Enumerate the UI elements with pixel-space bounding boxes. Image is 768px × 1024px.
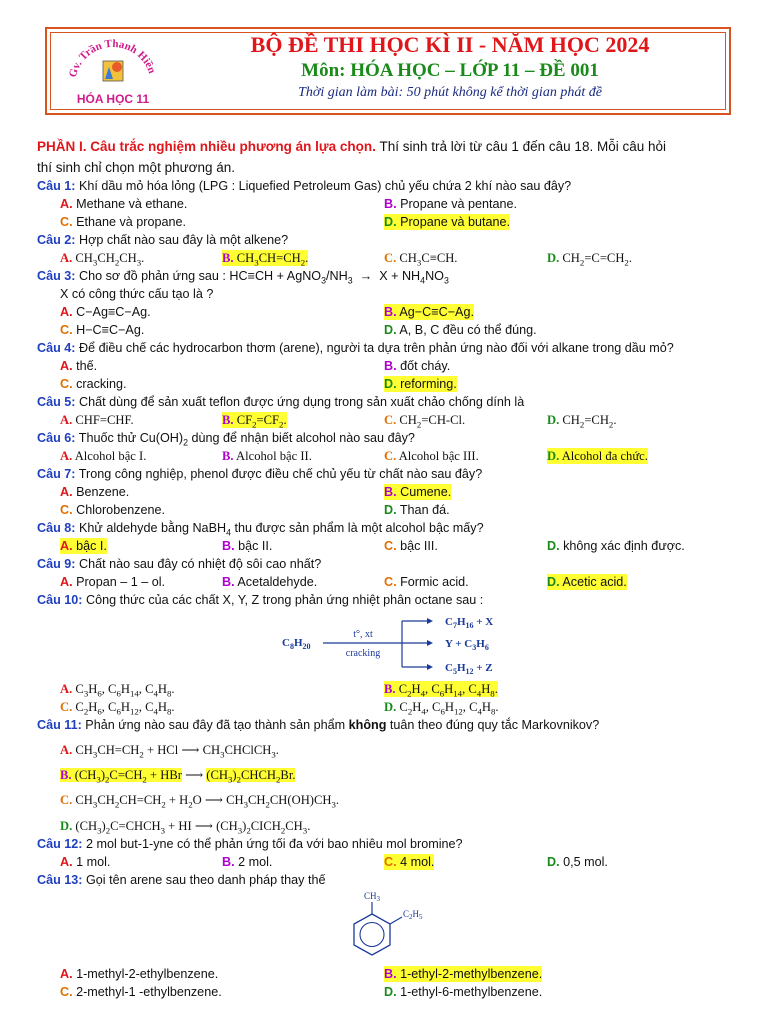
option-letter: A. bbox=[60, 359, 73, 373]
option-text: 1-ethyl-2-methylbenzene. bbox=[396, 967, 543, 981]
option-letter: D. bbox=[547, 251, 560, 265]
q9-text: Chất nào sau đây có nhiệt độ sôi cao nhất? bbox=[75, 557, 322, 571]
q11-option-d[interactable]: D. $(CH_3)_2C=CHCH_3$ + HI ⟶ $(CH_3)_2CICH_2CH_3$. bbox=[60, 819, 311, 836]
q6-text-end: dùng để nhận biết alcohol nào sau đây? bbox=[188, 431, 415, 445]
q8-label: Câu 8: bbox=[37, 521, 76, 535]
reaction-arrow-icon: ⟶ bbox=[204, 793, 223, 807]
cracking-reaction-diagram bbox=[277, 610, 557, 680]
option-letter: D. bbox=[547, 449, 560, 463]
option-letter: B. bbox=[384, 485, 397, 499]
q1-label: Câu 1: bbox=[37, 179, 76, 193]
option-letter: D. bbox=[547, 855, 560, 869]
title-block bbox=[177, 31, 723, 103]
reaction-arrow-icon: ⟶ bbox=[181, 743, 200, 757]
header-frame bbox=[45, 27, 731, 115]
q13-option-a[interactable] bbox=[60, 966, 218, 982]
option-letter: D. bbox=[384, 503, 397, 517]
q6-stem: Câu 6: Thuốc thử $Cu(OH)_2$ dùng để nhận biết alcohol nào sau đây? bbox=[37, 431, 415, 448]
option-letter: A. bbox=[60, 743, 73, 757]
q11-text: Phản ứng nào sau đây đã tạo thành sản phẩm bbox=[81, 718, 349, 732]
q13-stem bbox=[37, 872, 325, 888]
q3-stem: Câu 3: Cho sơ đồ phản ứng sau : $HC\equiv CH + AgNO_3/NH_3 \to X + NH_4NO_3$ bbox=[37, 269, 449, 286]
q7-option-a[interactable] bbox=[60, 484, 129, 500]
option-text: reforming. bbox=[396, 377, 457, 391]
q3-stem-2: X có công thức cấu tạo là ? bbox=[60, 287, 214, 301]
q4-option-c[interactable] bbox=[60, 376, 127, 392]
option-letter: C. bbox=[384, 855, 397, 869]
q7-stem bbox=[37, 466, 482, 482]
teacher-logo-icon bbox=[65, 35, 161, 111]
option-letter: D. bbox=[547, 539, 560, 553]
q11-stem bbox=[37, 717, 599, 733]
q11-option-a[interactable]: A. $CH_3CH=CH_2$ + HCl ⟶ $CH_3CHClCH_3$. bbox=[60, 743, 279, 760]
q1-text: Khí dầu mỏ hóa lỏng (LPG : Liquefied Petroleum Gas) chủ yếu chứa 2 khí nào sau đây? bbox=[75, 179, 572, 193]
q1-stem bbox=[37, 178, 571, 194]
product-y-c3h6: $Y + C_3H_6$ bbox=[445, 638, 489, 652]
q4-text: Để điều chế các hydrocarbon thơm (arene), người ta dựa trên phản ứng nào đối với alkane trong dầu mỏ? bbox=[75, 341, 674, 355]
part1-instruction-1: Thí sinh trả lời từ câu 1 đến câu 18. Mỗi câu hỏi bbox=[375, 139, 666, 154]
option-text: Than đá. bbox=[396, 503, 450, 517]
svg-text:CH3: $CH_3$ bbox=[364, 891, 381, 903]
q5-option-d[interactable]: D. $CH_2=CH_2$. bbox=[547, 413, 617, 430]
q10-stem bbox=[37, 592, 483, 608]
option-text: Alcohol bậc II. bbox=[233, 449, 312, 463]
option-letter: B. bbox=[384, 305, 397, 319]
option-letter: D. bbox=[384, 377, 397, 391]
q2-option-a[interactable]: A. $CH_3CH_2CH_3$. bbox=[60, 251, 145, 268]
option-letter: C. bbox=[60, 700, 73, 714]
option-letter: A. bbox=[60, 449, 73, 463]
q7-option-b[interactable] bbox=[384, 484, 451, 500]
q7-option-d[interactable] bbox=[384, 502, 450, 518]
q6-option-a[interactable] bbox=[60, 448, 146, 464]
q8-text-end: thu được sản phẩm là một alcohol bậc mấy? bbox=[230, 521, 484, 535]
q10-text: Công thức của các chất X, Y, Z trong phản ứng nhiệt phân octane sau : bbox=[82, 593, 484, 607]
option-text: Alcohol bậc I. bbox=[72, 449, 147, 463]
q2-label: Câu 2: bbox=[37, 233, 76, 247]
q4-option-a[interactable] bbox=[60, 358, 97, 374]
option-letter: C. bbox=[60, 215, 73, 229]
q9-option-a[interactable] bbox=[60, 574, 165, 590]
option-text: Alcohol đa chức. bbox=[559, 449, 648, 463]
option-text: Cumene. bbox=[396, 485, 452, 499]
option-text: bậc III. bbox=[396, 539, 438, 553]
reaction-condition-bottom: cracking bbox=[345, 648, 381, 659]
option-letter: A. bbox=[60, 575, 73, 589]
part1-line-1 bbox=[37, 139, 666, 155]
option-text: Propane và pentane. bbox=[396, 197, 518, 211]
q13-option-c[interactable] bbox=[60, 984, 222, 1000]
q1-option-b[interactable] bbox=[384, 196, 517, 212]
q6-option-b[interactable] bbox=[222, 448, 312, 464]
q12-option-d[interactable] bbox=[547, 854, 608, 870]
option-text: thế. bbox=[72, 359, 98, 373]
option-letter: B. bbox=[384, 967, 397, 981]
option-letter: D. bbox=[384, 700, 397, 714]
logo-subject-text: HÓA HỌC 11 bbox=[76, 92, 150, 106]
option-letter: A. bbox=[60, 967, 73, 981]
svg-text:C2H5: $C_2H_5$ bbox=[403, 909, 423, 921]
q2-option-b[interactable]: B. $CH_3CH=CH_2$. bbox=[222, 251, 309, 268]
option-letter: B. bbox=[222, 449, 234, 463]
q5-option-c[interactable]: C. $CH_2=CH-Cl$. bbox=[384, 413, 466, 430]
option-text: Propane và butane. bbox=[396, 215, 511, 229]
option-letter: D. bbox=[60, 819, 73, 833]
q4-option-b[interactable] bbox=[384, 358, 450, 374]
q5-text: Chất dùng để sản xuất teflon được ứng dụng trong sản xuất chảo chống dính là bbox=[75, 395, 525, 409]
option-letter: A. bbox=[60, 539, 73, 553]
part1-line-2: thí sinh chỉ chọn một phương án. bbox=[37, 160, 236, 175]
option-letter: B. bbox=[222, 251, 234, 265]
q7-label: Câu 7: bbox=[37, 467, 76, 481]
q3-option-d[interactable] bbox=[384, 322, 537, 338]
q8-option-b[interactable] bbox=[222, 538, 272, 554]
q2-stem bbox=[37, 232, 288, 248]
q3-option-c[interactable]: C. H−C≡C−Ag. bbox=[60, 323, 145, 337]
q10-option-b[interactable]: B. $C_2H_4$, $C_6H_{14}$, $C_4H_8$. bbox=[384, 682, 498, 699]
option-text: Alcohol bậc III. bbox=[396, 449, 479, 463]
q4-label: Câu 4: bbox=[37, 341, 76, 355]
option-letter: A. bbox=[60, 485, 73, 499]
q7-text: Trong công nghiệp, phenol được điều chế chủ yếu từ chất nào sau đây? bbox=[75, 467, 483, 481]
q11-bold: không bbox=[348, 718, 387, 732]
option-letter: B. bbox=[60, 768, 72, 782]
option-text: bậc I. bbox=[72, 539, 107, 553]
q12-option-a[interactable] bbox=[60, 854, 110, 870]
q13-label: Câu 13: bbox=[37, 873, 83, 887]
option-text: Formic acid. bbox=[396, 575, 469, 589]
q8-text: Khử aldehyde bằng NaBH bbox=[75, 521, 227, 535]
q9-option-b[interactable] bbox=[222, 574, 317, 590]
option-text: cracking. bbox=[72, 377, 127, 391]
q13-text: Gọi tên arene sau theo danh pháp thay thế bbox=[82, 873, 326, 887]
option-letter: D. bbox=[384, 985, 397, 999]
q8-option-a[interactable] bbox=[60, 538, 107, 554]
option-text: Methane và ethane. bbox=[72, 197, 188, 211]
q5-label: Câu 5: bbox=[37, 395, 76, 409]
option-letter: C. bbox=[384, 575, 397, 589]
option-text: 1-ethyl-6-methylbenzene. bbox=[396, 985, 543, 999]
q8-option-c[interactable] bbox=[384, 538, 438, 554]
option-text: Acetaldehyde. bbox=[234, 575, 318, 589]
q2-option-d[interactable]: D. $CH_2=C=CH_2$. bbox=[547, 251, 632, 268]
option-text: Ethane và propane. bbox=[72, 215, 187, 229]
option-letter: C. bbox=[60, 793, 73, 807]
reaction-arrow-icon bbox=[323, 618, 433, 670]
option-letter: B. bbox=[384, 359, 397, 373]
part1-label: PHẦN I. Câu trắc nghiệm nhiều phương án lựa chọn. bbox=[37, 139, 376, 154]
option-text: không xác định được. bbox=[559, 539, 685, 553]
q12-stem bbox=[37, 836, 463, 852]
q5-option-b[interactable]: B. $CF_2=CF_2$. bbox=[222, 413, 287, 430]
option-letter: B. bbox=[222, 855, 235, 869]
option-letter: A. bbox=[60, 413, 73, 427]
option-text: 1-methyl-2-ethylbenzene. bbox=[72, 967, 219, 981]
option-letter: D. bbox=[547, 575, 560, 589]
q4-option-d[interactable] bbox=[384, 376, 457, 392]
option-text: Benzene. bbox=[72, 485, 130, 499]
q8-option-d[interactable] bbox=[547, 538, 685, 554]
q11-label: Câu 11: bbox=[37, 718, 82, 732]
q9-label: Câu 9: bbox=[37, 557, 76, 571]
option-letter: C. bbox=[384, 539, 397, 553]
q13-option-d[interactable] bbox=[384, 984, 542, 1000]
option-letter: C. bbox=[60, 985, 73, 999]
q3-label: Câu 3: bbox=[37, 269, 76, 283]
option-letter: C. bbox=[384, 251, 397, 265]
q6-option-c[interactable] bbox=[384, 448, 479, 464]
q3-option-b[interactable]: B. Ag−C≡C−Ag. bbox=[384, 305, 474, 319]
q9-option-d[interactable] bbox=[547, 574, 627, 590]
option-letter: B. bbox=[222, 575, 235, 589]
q11-text-end: tuân theo đúng quy tắc Markovnikov? bbox=[386, 718, 600, 732]
option-letter: C. bbox=[60, 323, 73, 337]
q6-option-d[interactable] bbox=[547, 448, 648, 464]
option-letter: D. bbox=[384, 215, 397, 229]
product-c7h16-x: $C_7H_{16} + X$ bbox=[445, 616, 494, 630]
benzene-ring-icon bbox=[342, 887, 442, 977]
q12-text: 2 mol but-1-yne có thể phản ứng tối đa với bao nhiêu mol bromine? bbox=[82, 837, 463, 851]
option-letter: C. bbox=[384, 413, 397, 427]
reaction-arrow-icon: ⟶ bbox=[185, 768, 204, 782]
option-text: Chlorobenzene. bbox=[72, 503, 166, 517]
q10-option-a[interactable]: A. $C_3H_6$, $C_6H_{14}$, $C_4H_8$. bbox=[60, 682, 175, 699]
logo-arc-text: Gv. Trần Thanh Hiền bbox=[66, 37, 158, 79]
q8-stem: Câu 8: Khử aldehyde bằng NaBH$_4$ thu được sản phẩm là một alcohol bậc mấy? bbox=[37, 521, 484, 538]
q6-text: Thuốc thử Cu(OH) bbox=[75, 431, 184, 445]
option-letter: B. bbox=[222, 413, 234, 427]
q10-option-c[interactable]: C. $C_2H_6$, $C_6H_{12}$, $C_4H_8$. bbox=[60, 700, 175, 717]
option-letter: A. bbox=[60, 855, 73, 869]
option-letter: B. bbox=[384, 682, 396, 696]
q3-text: Cho sơ đồ phản ứng sau : HC≡CH + AgNO bbox=[75, 269, 322, 283]
option-text: 2-methyl-1 -ethylbenzene. bbox=[72, 985, 222, 999]
option-text: 1 mol. bbox=[72, 855, 111, 869]
q13-option-b[interactable] bbox=[384, 966, 542, 982]
option-letter: C. bbox=[60, 503, 73, 517]
reactant-c8h20: $C_8H_{20}$ bbox=[282, 637, 311, 651]
reaction-condition-top: t°, xt bbox=[353, 629, 373, 640]
option-letter: B. bbox=[222, 539, 235, 553]
q3-option-a[interactable]: A. C−Ag≡C−Ag. bbox=[60, 305, 151, 319]
q11-option-b[interactable]: B. $(CH_3)_2C=CH_2$ + HBr ⟶ $(CH_3)_2CHCH_2Br$. bbox=[60, 768, 296, 785]
option-text: 0,5 mol. bbox=[559, 855, 608, 869]
exam-subtitle: Môn: HÓA HỌC – LỚP 11 – ĐỀ 001 bbox=[301, 60, 599, 81]
option-text: Propan – 1 – ol. bbox=[72, 575, 166, 589]
q12-label: Câu 12: bbox=[37, 837, 83, 851]
q1-option-a[interactable] bbox=[60, 196, 187, 212]
option-text: Acetic acid. bbox=[559, 575, 627, 589]
q9-stem bbox=[37, 556, 321, 572]
option-letter: A. bbox=[60, 197, 73, 211]
q11-option-c[interactable]: C. $CH_3CH_2CH=CH_2 + H_2O$ ⟶ $CH_3CH_2CH(OH)CH_3$. bbox=[60, 793, 340, 810]
q1-option-d[interactable] bbox=[384, 214, 510, 230]
reaction-arrow-icon: ⟶ bbox=[194, 819, 213, 833]
q12-option-b[interactable] bbox=[222, 854, 272, 870]
q10-label: Câu 10: bbox=[37, 593, 83, 607]
option-text: A, B, C đều có thể đúng. bbox=[396, 323, 537, 337]
q1-option-c[interactable] bbox=[60, 214, 186, 230]
option-letter: B. bbox=[384, 197, 397, 211]
option-text: 2 mol. bbox=[234, 855, 273, 869]
option-letter: C. bbox=[384, 449, 397, 463]
option-letter: D. bbox=[384, 323, 397, 337]
q5-option-a[interactable]: A. CHF=CHF. bbox=[60, 413, 134, 427]
q4-stem bbox=[37, 340, 674, 356]
q12-option-c[interactable] bbox=[384, 854, 434, 870]
q5-stem bbox=[37, 394, 524, 410]
exam-time-note: Thời gian làm bài: 50 phút không kể thời gian phát đề bbox=[298, 85, 602, 100]
q7-option-c[interactable] bbox=[60, 502, 165, 518]
option-letter: C. bbox=[60, 377, 73, 391]
option-letter: A. bbox=[60, 305, 73, 319]
option-text: bậc II. bbox=[234, 539, 273, 553]
product-c5h12-z: $C_5H_{12} + Z$ bbox=[445, 662, 493, 676]
q9-option-c[interactable] bbox=[384, 574, 469, 590]
q10-option-d[interactable]: D. $C_2H_4$, $C_6H_{12}$, $C_4H_8$. bbox=[384, 700, 499, 717]
option-letter: D. bbox=[547, 413, 560, 427]
q2-text: Hợp chất nào sau đây là một alkene? bbox=[75, 233, 289, 247]
option-text: 4 mol. bbox=[396, 855, 435, 869]
option-letter: A. bbox=[60, 682, 73, 696]
option-letter: A. bbox=[60, 251, 73, 265]
exam-title: BỘ ĐỀ THI HỌC KÌ II - NĂM HỌC 2024 bbox=[250, 32, 650, 57]
q6-label: Câu 6: bbox=[37, 431, 76, 445]
option-text: đốt cháy. bbox=[396, 359, 451, 373]
q2-option-c[interactable]: C. $CH_3C\equiv CH$. bbox=[384, 251, 458, 268]
